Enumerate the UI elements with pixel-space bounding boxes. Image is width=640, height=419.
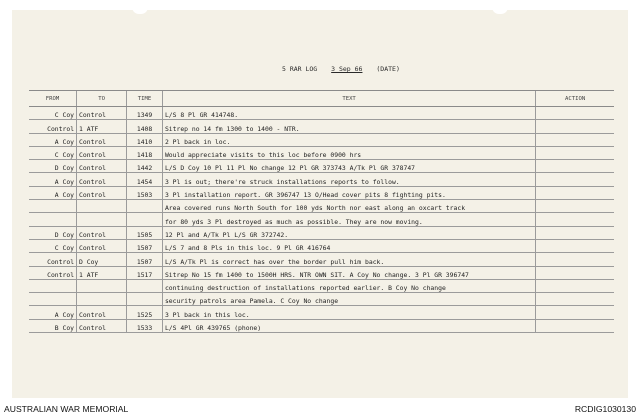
cell-action: [536, 266, 614, 279]
cell-to: [77, 200, 127, 213]
cell-from: D Coy: [29, 160, 77, 173]
cell-text: Sitrep No 15 fm 1400 to 1500H HRS. NTR OWN SIT. A Coy No change. 3 Pl GR 396747: [162, 266, 535, 279]
signals-log-table: [29, 90, 614, 333]
cell-time: 1408: [127, 120, 163, 133]
cell-from: [29, 213, 77, 226]
cell-time: 1349: [127, 107, 163, 120]
cell-action: [536, 319, 614, 332]
cell-text: Sitrep no 14 fm 1300 to 1400 - NTR.: [162, 120, 535, 133]
cell-time: 1507: [127, 239, 163, 252]
table-row: [29, 120, 614, 133]
cell-action: [536, 306, 614, 319]
col-text: TEXT: [162, 91, 535, 107]
table-row: [29, 213, 614, 226]
cell-time: [127, 293, 163, 306]
punch-hole: [492, 7, 508, 14]
col-to: TO: [77, 91, 127, 107]
table-row: [29, 160, 614, 173]
cell-time: 1454: [127, 173, 163, 186]
cell-text: Would appreciate visits to this loc before 0900 hrs: [162, 146, 535, 159]
cell-from: Control: [29, 120, 77, 133]
cell-from: C Coy: [29, 107, 77, 120]
cell-action: [536, 213, 614, 226]
cell-action: [536, 146, 614, 159]
cell-text: for 80 yds 3 Pl destroyed as much as possible. They are now moving.: [162, 213, 535, 226]
cell-text: L/S D Coy 10 Pl 11 Pl No change 12 Pl GR 373743 A/Tk Pl GR 378747: [162, 160, 535, 173]
cell-text: 3 Pl back in this loc.: [162, 306, 535, 319]
cell-text: continuing destruction of installations reported earlier. B Coy No change: [162, 279, 535, 292]
cell-to: [77, 213, 127, 226]
cell-from: A Coy: [29, 173, 77, 186]
cell-action: [536, 133, 614, 146]
table-row: [29, 239, 614, 252]
log-header: [282, 65, 410, 73]
log-date: 3 Sep 66: [331, 65, 363, 73]
cell-time: 1442: [127, 160, 163, 173]
cell-from: C Coy: [29, 146, 77, 159]
footer-credit: AUSTRALIAN WAR MEMORIAL: [4, 404, 129, 414]
cell-to: D Coy: [77, 253, 127, 266]
table-row: [29, 186, 614, 199]
cell-action: [536, 160, 614, 173]
table-row: [29, 319, 614, 332]
cell-text: security patrols area Pamela. C Coy No change: [162, 293, 535, 306]
cell-action: [536, 186, 614, 199]
cell-from: [29, 293, 77, 306]
cell-from: Control: [29, 266, 77, 279]
cell-time: [127, 213, 163, 226]
cell-to: 1 ATF: [77, 266, 127, 279]
cell-time: 1517: [127, 266, 163, 279]
cell-time: 1533: [127, 319, 163, 332]
cell-time: 1410: [127, 133, 163, 146]
cell-to: Control: [77, 173, 127, 186]
cell-from: D Coy: [29, 226, 77, 239]
cell-action: [536, 226, 614, 239]
cell-action: [536, 107, 614, 120]
col-from: FROM: [29, 91, 77, 107]
cell-action: [536, 200, 614, 213]
cell-to: [77, 293, 127, 306]
col-time: TIME: [127, 91, 163, 107]
cell-from: C Coy: [29, 239, 77, 252]
cell-time: [127, 279, 163, 292]
table-header-row: [29, 91, 614, 107]
cell-to: Control: [77, 306, 127, 319]
col-action: ACTION: [536, 91, 614, 107]
log-sheet: [12, 10, 628, 398]
table-row: [29, 266, 614, 279]
unit-title: 5 RAR LOG: [282, 65, 318, 73]
date-label: (DATE): [376, 65, 400, 73]
table-row: [29, 200, 614, 213]
footer-record-id: RCDIG1030130: [574, 404, 636, 414]
cell-to: Control: [77, 146, 127, 159]
cell-time: [127, 200, 163, 213]
cell-text: L/S A/Tk Pl is correct has over the border pull him back.: [162, 253, 535, 266]
cell-action: [536, 279, 614, 292]
cell-text: 3 Pl is out; there're struck installations reports to follow.: [162, 173, 535, 186]
cell-from: A Coy: [29, 133, 77, 146]
cell-to: Control: [77, 107, 127, 120]
log-body: [29, 107, 614, 333]
cell-text: L/S 4Pl GR 439765 (phone): [162, 319, 535, 332]
cell-from: Control: [29, 253, 77, 266]
table-row: [29, 146, 614, 159]
cell-from: [29, 279, 77, 292]
cell-action: [536, 120, 614, 133]
cell-action: [536, 173, 614, 186]
cell-to: [77, 279, 127, 292]
cell-text: 3 Pl installation report. GR 396747 13 O/Head cover pits 8 fighting pits.: [162, 186, 535, 199]
cell-to: 1 ATF: [77, 120, 127, 133]
cell-action: [536, 293, 614, 306]
cell-time: 1507: [127, 253, 163, 266]
cell-time: 1505: [127, 226, 163, 239]
cell-to: Control: [77, 239, 127, 252]
cell-time: 1525: [127, 306, 163, 319]
cell-action: [536, 239, 614, 252]
cell-text: 2 Pl back in loc.: [162, 133, 535, 146]
cell-to: Control: [77, 133, 127, 146]
cell-to: Control: [77, 226, 127, 239]
cell-text: 12 Pl and A/Tk Pl L/S GR 372742.: [162, 226, 535, 239]
cell-time: 1418: [127, 146, 163, 159]
cell-text: L/S 7 and 8 Pls in this loc. 9 Pl GR 416764: [162, 239, 535, 252]
cell-to: Control: [77, 319, 127, 332]
table-row: [29, 107, 614, 120]
cell-from: A Coy: [29, 186, 77, 199]
cell-to: Control: [77, 160, 127, 173]
table-row: [29, 293, 614, 306]
table-row: [29, 173, 614, 186]
cell-from: B Coy: [29, 319, 77, 332]
cell-to: Control: [77, 186, 127, 199]
punch-hole: [132, 7, 148, 14]
table-row: [29, 253, 614, 266]
cell-from: [29, 200, 77, 213]
cell-time: 1503: [127, 186, 163, 199]
cell-text: Area covered runs North South for 100 yds North nor east along an oxcart track: [162, 200, 535, 213]
table-row: [29, 306, 614, 319]
table-row: [29, 226, 614, 239]
cell-from: A Coy: [29, 306, 77, 319]
table-row: [29, 279, 614, 292]
table-row: [29, 133, 614, 146]
cell-action: [536, 253, 614, 266]
cell-text: L/S 8 Pl GR 414748.: [162, 107, 535, 120]
